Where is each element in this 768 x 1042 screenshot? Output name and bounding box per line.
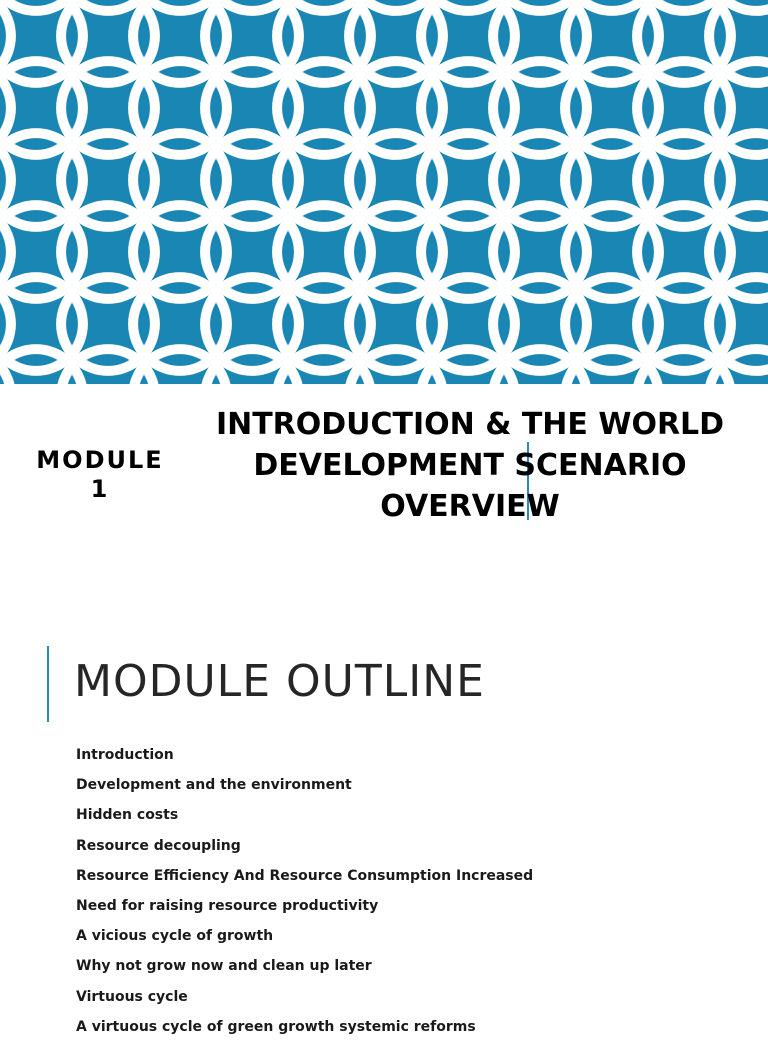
outline-item: Resource decoupling	[76, 837, 241, 854]
outline-item: A vicious cycle of growth	[76, 928, 274, 945]
title-accent-bar	[47, 646, 49, 722]
outline-item: Need for raising resource productivity	[76, 898, 379, 915]
deck-title	[208, 404, 732, 527]
outline-item: Why not grow now and clean up later	[76, 958, 372, 975]
decorative-pattern-band	[0, 0, 768, 384]
deck-title-line: INTRODUCTION & THE WORLD	[215, 407, 725, 442]
module-label	[28, 446, 172, 504]
deck-title-line: DEVELOPMENT SCENARIO	[253, 448, 687, 483]
outline-item: Resource Efficiency And Resource Consumption Increased	[76, 867, 534, 884]
outline-item: Hidden costs	[76, 807, 179, 824]
outline-item: Virtuous cycle	[76, 988, 188, 1005]
outline-slide	[0, 575, 768, 1035]
module-number: 1	[90, 475, 110, 503]
interlocking-circles-pattern	[0, 0, 768, 384]
outline-item: A virtuous cycle of green growth systemic reforms	[76, 1018, 476, 1035]
deck-title-line: OVERVIEW	[380, 489, 560, 524]
outline-item: Development and the environment	[76, 777, 352, 794]
outline-list	[76, 740, 533, 1042]
outline-title: MODULE OUTLINE	[74, 656, 485, 707]
outline-item: Introduction	[76, 747, 174, 763]
module-word: MODULE	[36, 446, 164, 474]
